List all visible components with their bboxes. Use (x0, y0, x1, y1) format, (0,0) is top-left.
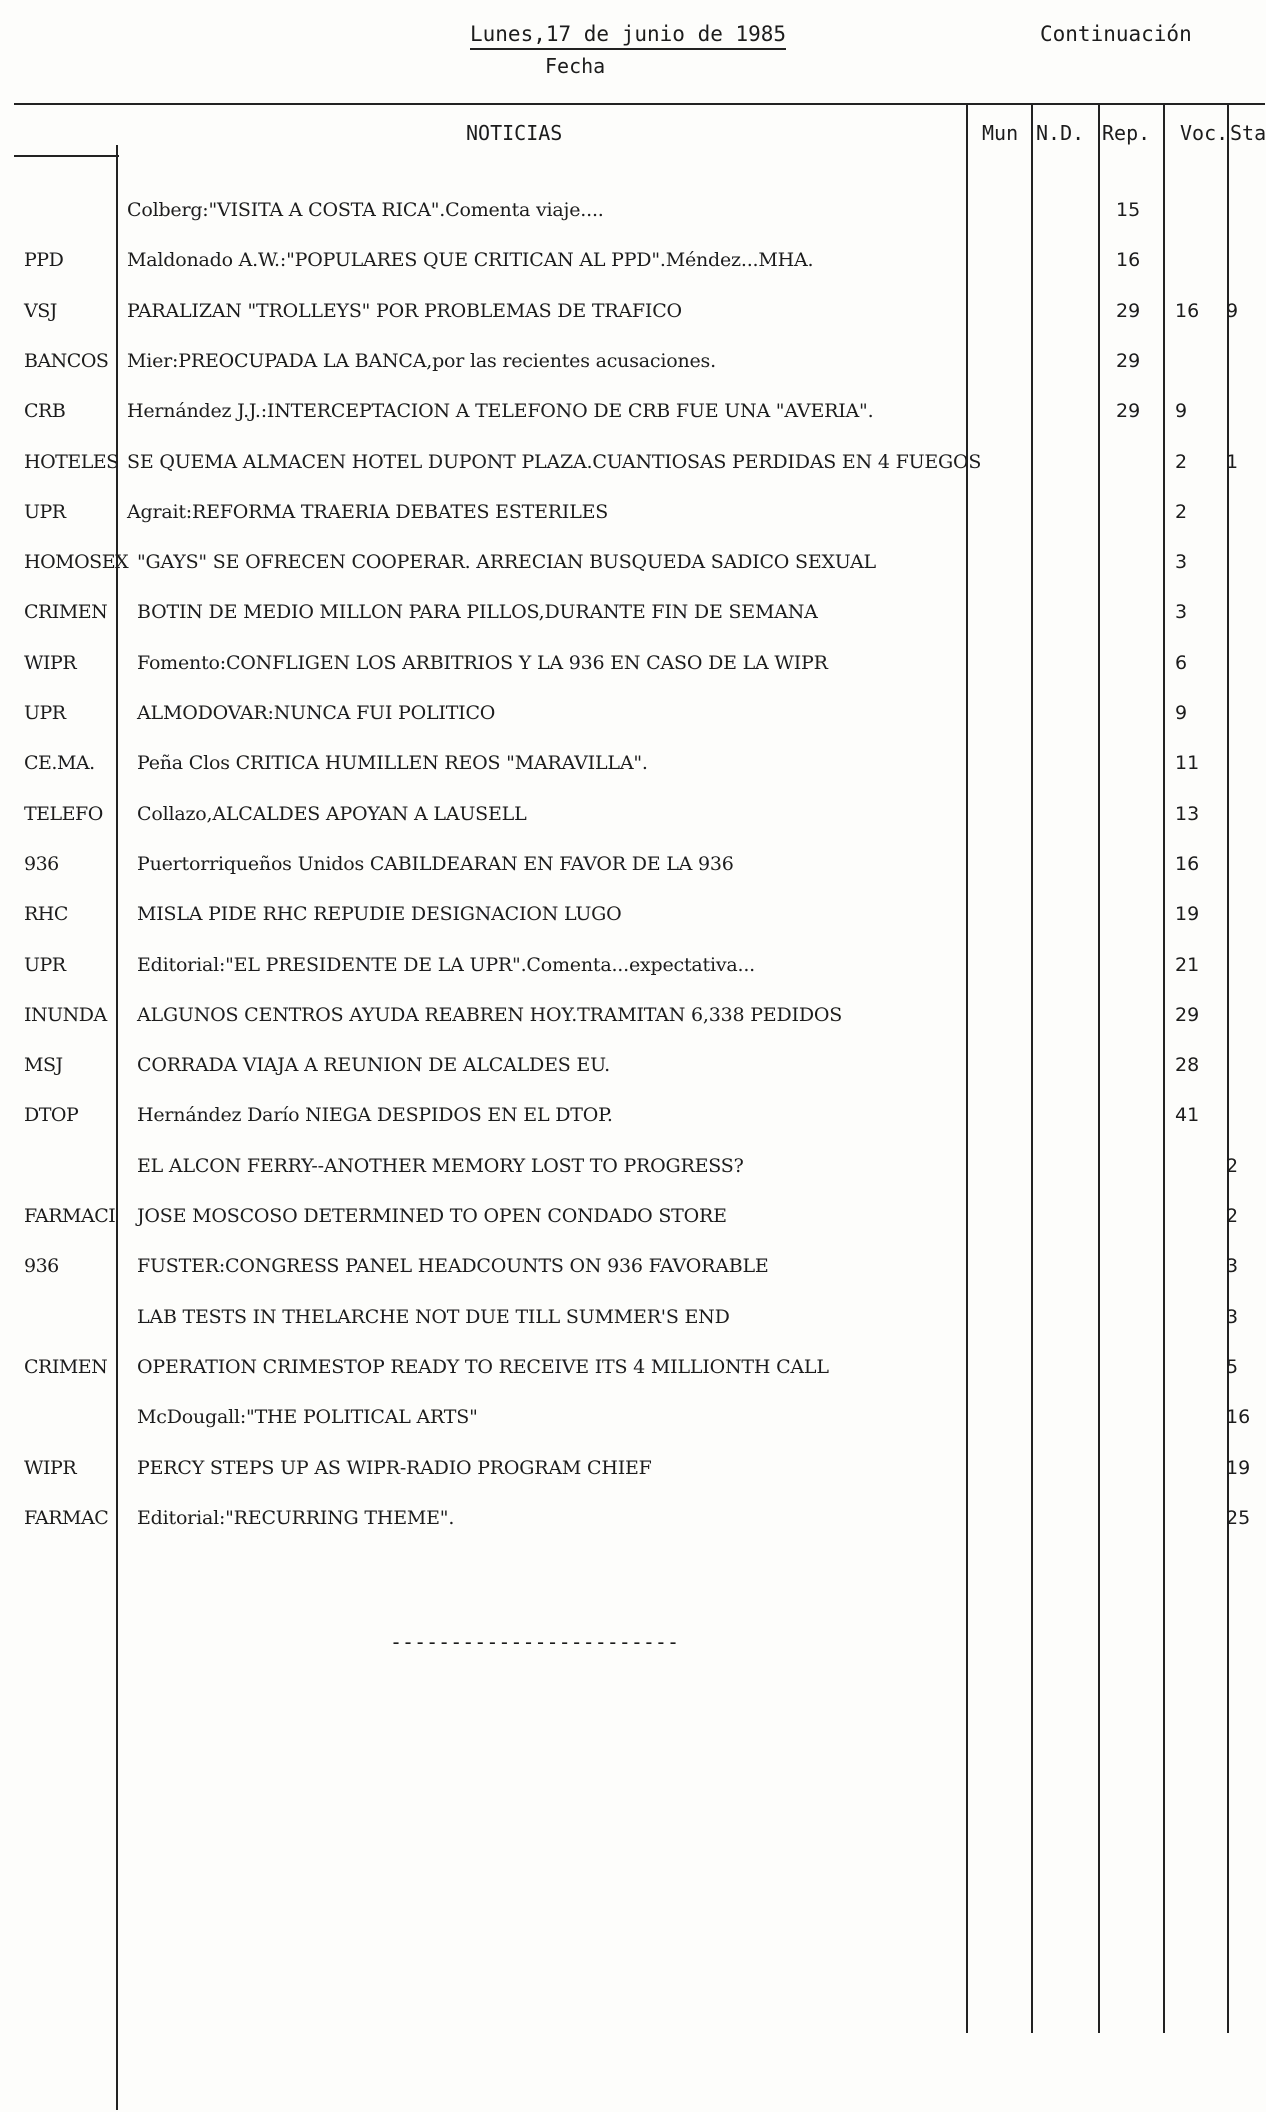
row-headline: JOSE MOSCOSO DETERMINED TO OPEN CONDADO STORE (137, 1205, 727, 1227)
row-headline: Agrait:REFORMA TRAERIA DEBATES ESTERILES (127, 501, 609, 523)
header-underline (14, 155, 119, 157)
continuation-label: Continuación (1040, 22, 1192, 46)
row-category: HOTELES (24, 451, 119, 473)
table-row (0, 451, 1265, 491)
table-row (0, 601, 1265, 641)
table-row (0, 1205, 1265, 1245)
row-headline: PARALIZAN "TROLLEYS" POR PROBLEMAS DE TRAFICO (127, 300, 682, 322)
table-row (0, 803, 1265, 843)
row-sta-page: 3 (1226, 1255, 1239, 1277)
row-category: 936 (24, 1255, 59, 1277)
row-sta-page: 25 (1226, 1507, 1251, 1529)
row-voc-page: 2 (1175, 451, 1188, 473)
row-category: UPR (24, 954, 66, 976)
header-sta: Sta (1230, 121, 1266, 145)
header-rep: Rep. (1102, 121, 1151, 145)
row-category: INUNDA (24, 1004, 107, 1026)
row-headline: Maldonado A.W.:"POPULARES QUE CRITICAN AL PPD".Méndez...MHA. (127, 249, 814, 271)
row-rep-page: 29 (1116, 300, 1141, 322)
row-category: CRIMEN (24, 1356, 108, 1378)
table-row (0, 903, 1265, 943)
row-headline: Mier:PREOCUPADA LA BANCA,por las recientes acusaciones. (127, 350, 716, 372)
table-row (0, 551, 1265, 591)
table-row (0, 702, 1265, 742)
row-category: FARMAC (24, 1507, 109, 1529)
row-headline: LAB TESTS IN THELARCHE NOT DUE TILL SUMMER'S END (137, 1306, 730, 1328)
row-category: RHC (24, 903, 68, 925)
row-headline: Collazo,ALCALDES APOYAN A LAUSELL (137, 803, 527, 825)
row-sta-page: 2 (1226, 1205, 1239, 1227)
row-headline: Peña Clos CRITICA HUMILLEN REOS "MARAVILLA". (137, 752, 648, 774)
table-row (0, 199, 1265, 239)
row-headline: McDougall:"THE POLITICAL ARTS" (137, 1406, 478, 1428)
end-separator: ------------------------ (390, 1630, 679, 1654)
row-headline: MISLA PIDE RHC REPUDIE DESIGNACION LUGO (137, 903, 622, 925)
document-date: Lunes,17 de junio de 1985 (470, 22, 786, 50)
row-category: VSJ (24, 300, 57, 322)
row-category: FARMACI (24, 1205, 116, 1227)
row-headline: FUSTER:CONGRESS PANEL HEADCOUNTS ON 936 FAVORABLE (137, 1255, 769, 1277)
row-voc-page: 6 (1175, 652, 1188, 674)
row-rep-page: 16 (1116, 249, 1141, 271)
row-voc-page: 2 (1175, 501, 1188, 523)
table-row (0, 1155, 1265, 1195)
table-row (0, 1054, 1265, 1094)
row-sta-page: 5 (1226, 1356, 1239, 1378)
table-row (0, 350, 1265, 390)
row-voc-page: 21 (1175, 954, 1200, 976)
table-row (0, 300, 1265, 340)
table-row (0, 1406, 1265, 1446)
row-voc-page: 16 (1175, 853, 1200, 875)
row-category: 936 (24, 853, 59, 875)
row-category: BANCOS (24, 350, 109, 372)
row-voc-page: 11 (1175, 752, 1200, 774)
row-category: PPD (24, 249, 64, 271)
row-headline: CORRADA VIAJA A REUNION DE ALCALDES EU. (137, 1054, 610, 1076)
row-headline: Editorial:"RECURRING THEME". (137, 1507, 455, 1529)
row-headline: "GAYS" SE OFRECEN COOPERAR. ARRECIAN BUSQUEDA SADICO SEXUAL (137, 551, 876, 573)
row-voc-page: 9 (1175, 400, 1188, 422)
row-sta-page: 16 (1226, 1406, 1251, 1428)
row-category: MSJ (24, 1054, 63, 1076)
row-headline: Puertorriqueños Unidos CABILDEARAN EN FAVOR DE LA 936 (137, 853, 734, 875)
row-voc-page: 9 (1175, 702, 1188, 724)
row-category: CRIMEN (24, 601, 108, 623)
row-headline: SE QUEMA ALMACEN HOTEL DUPONT PLAZA.CUANTIOSAS PERDIDAS EN 4 FUEGOS (127, 451, 982, 473)
table-row (0, 249, 1265, 289)
row-headline: BOTIN DE MEDIO MILLON PARA PILLOS,DURANTE FIN DE SEMANA (137, 601, 818, 623)
table-row (0, 1507, 1265, 1547)
table-row (0, 954, 1265, 994)
row-sta-page: 3 (1226, 1306, 1239, 1328)
row-category: TELEFO (24, 803, 103, 825)
table-row (0, 1104, 1265, 1144)
row-headline: Hernández Darío NIEGA DESPIDOS EN EL DTOP. (137, 1104, 613, 1126)
row-headline: OPERATION CRIMESTOP READY TO RECEIVE ITS 4 MILLIONTH CALL (137, 1356, 829, 1378)
row-headline: Editorial:"EL PRESIDENTE DE LA UPR".Comenta...expectativa... (137, 954, 756, 976)
row-sta-page: 2 (1226, 1155, 1239, 1177)
header-nd: N.D. (1036, 121, 1085, 145)
row-category: HOMOSEX (24, 551, 129, 573)
row-headline: ALGUNOS CENTROS AYUDA REABREN HOY.TRAMITAN 6,338 PEDIDOS (137, 1004, 843, 1026)
table-row (0, 501, 1265, 541)
table-row (0, 1004, 1265, 1044)
row-rep-page: 29 (1116, 400, 1141, 422)
row-headline: EL ALCON FERRY--ANOTHER MEMORY LOST TO PROGRESS? (137, 1155, 744, 1177)
row-category: WIPR (24, 1457, 77, 1479)
table-row (0, 400, 1265, 440)
row-headline: ALMODOVAR:NUNCA FUI POLITICO (137, 702, 496, 724)
row-headline: Fomento:CONFLIGEN LOS ARBITRIOS Y LA 936 EN CASO DE LA WIPR (137, 652, 828, 674)
row-voc-page: 3 (1175, 551, 1188, 573)
table-row (0, 1255, 1265, 1295)
table-row (0, 752, 1265, 792)
row-category: DTOP (24, 1104, 79, 1126)
header-noticias: NOTICIAS (466, 121, 563, 145)
row-voc-page: 41 (1175, 1104, 1200, 1126)
table-row (0, 853, 1265, 893)
table-row (0, 1457, 1265, 1497)
date-label: Fecha (545, 54, 606, 78)
row-sta-page: 9 (1226, 300, 1239, 322)
row-headline: Colberg:"VISITA A COSTA RICA".Comenta viaje.... (127, 199, 604, 221)
table-row (0, 1306, 1265, 1346)
row-headline: Hernández J.J.:INTERCEPTACION A TELEFONO DE CRB FUE UNA "AVERIA". (127, 400, 874, 422)
row-category: CRB (24, 400, 66, 422)
row-voc-page: 28 (1175, 1054, 1200, 1076)
row-voc-page: 16 (1175, 300, 1200, 322)
row-voc-page: 13 (1175, 803, 1200, 825)
row-category: UPR (24, 702, 66, 724)
table-top-rule (14, 103, 1265, 105)
row-category: WIPR (24, 652, 77, 674)
row-sta-page: 1 (1226, 451, 1239, 473)
row-voc-page: 19 (1175, 903, 1200, 925)
row-rep-page: 29 (1116, 350, 1141, 372)
row-rep-page: 15 (1116, 199, 1141, 221)
table-row (0, 652, 1265, 692)
row-category: CE.MA. (24, 752, 95, 774)
row-sta-page: 19 (1226, 1457, 1251, 1479)
row-category: UPR (24, 501, 66, 523)
row-voc-page: 3 (1175, 601, 1188, 623)
header-voc: Voc. (1180, 121, 1229, 145)
header-mun: Mun (982, 121, 1019, 145)
row-headline: PERCY STEPS UP AS WIPR-RADIO PROGRAM CHIEF (137, 1457, 652, 1479)
row-voc-page: 29 (1175, 1004, 1200, 1026)
table-row (0, 1356, 1265, 1396)
